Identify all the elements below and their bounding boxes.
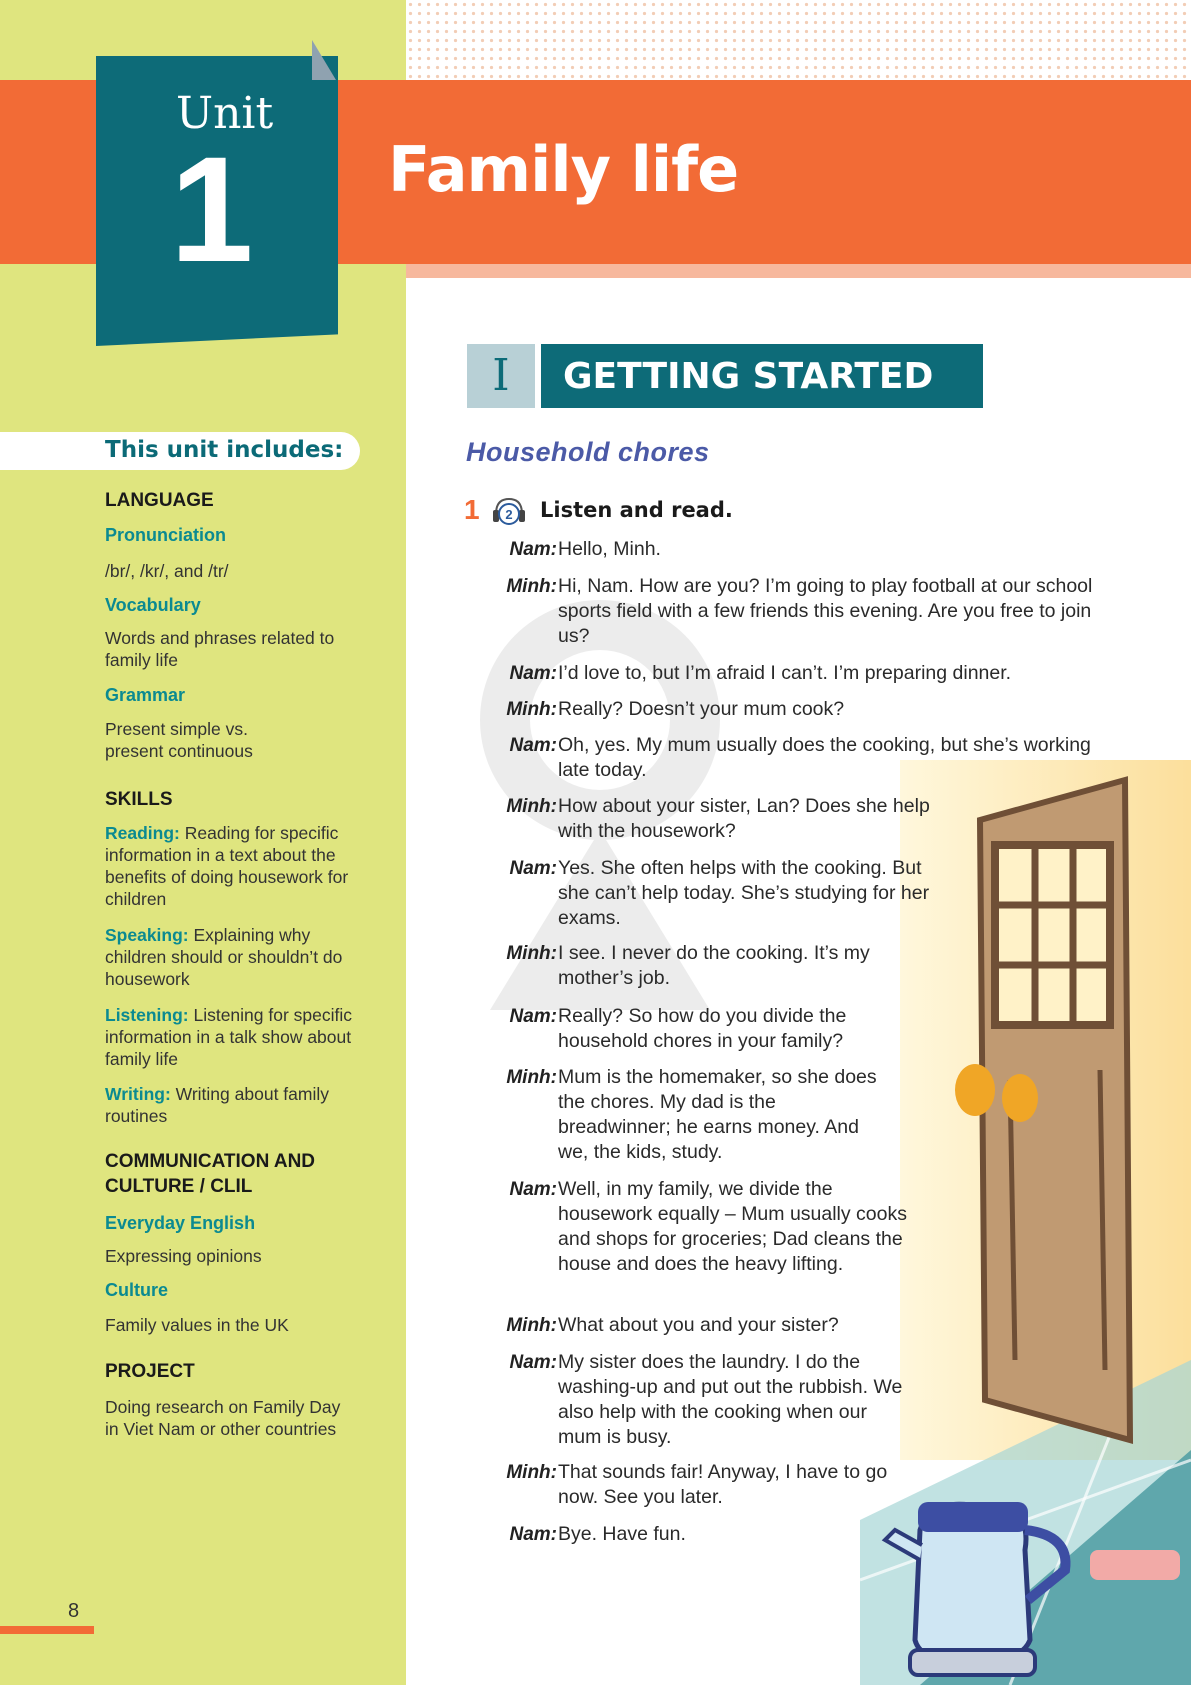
vocabulary-label: Vocabulary: [105, 595, 201, 615]
speaker: Minh:: [506, 1462, 557, 1483]
speaker: Minh:: [506, 1315, 557, 1336]
subheading: Household chores: [466, 437, 710, 467]
speaker: Nam:: [509, 858, 557, 879]
speaker: Minh:: [506, 576, 557, 597]
skill-listening: [105, 1004, 370, 1070]
banner-shadow: [406, 264, 1191, 278]
speaker: Minh:: [506, 796, 557, 817]
language-heading: LANGUAGE: [105, 490, 214, 511]
utterance: Hi, Nam. How are you? I’m going to play football at our school sports field with a few friends this evening. Are you free to join us?: [558, 575, 1093, 647]
writing-text: Writing about family routines: [105, 1084, 329, 1126]
audio-icon[interactable]: [490, 496, 528, 526]
speaker: Minh:: [506, 699, 557, 720]
speaker: Nam:: [509, 1006, 557, 1027]
speaking-text: Explaining why children should or shouldn’t do housework: [105, 925, 343, 989]
project-heading: PROJECT: [105, 1361, 195, 1382]
listening-label: Listening:: [105, 1005, 189, 1025]
utterance: Bye. Have fun.: [558, 1523, 686, 1545]
project-text: Doing research on Family Day in Viet Nam or other countries: [105, 1397, 341, 1439]
utterance: I see. I never do the cooking. It’s my mother’s job.: [558, 942, 870, 989]
pronunciation-text: /br/, /kr/, and /tr/: [105, 561, 229, 581]
speaker: Nam:: [509, 663, 557, 684]
speaker: Minh:: [506, 1067, 557, 1088]
grammar-label: Grammar: [105, 685, 186, 705]
dotted-pattern: [406, 0, 1191, 80]
speaking-label: Speaking:: [105, 925, 189, 945]
speaker: Nam:: [509, 1524, 557, 1545]
speaker: Minh:: [506, 943, 557, 964]
utterance: My sister does the laundry. I do the washing-up and put out the rubbish. We also help with the cooking when our mum is busy.: [558, 1351, 903, 1448]
listening-text: Listening for specific information in a talk show about family life: [105, 1005, 353, 1069]
utterance: I’d love to, but I’m afraid I can’t. I’m preparing dinner.: [558, 662, 1012, 684]
utterance: How about your sister, Lan? Does she help with the housework?: [558, 795, 930, 842]
utterance: Really? Doesn’t your mum cook?: [558, 698, 845, 720]
reading-label: Reading:: [105, 823, 180, 843]
unit-label: Unit: [176, 88, 274, 139]
everyday-english-label: Everyday English: [105, 1213, 256, 1233]
section-title: GETTING STARTED: [541, 344, 983, 408]
speaker: Nam:: [509, 1352, 557, 1373]
utterance: That sounds fair! Anyway, I have to go now. See you later.: [558, 1461, 888, 1508]
speaker: Nam:: [509, 1179, 557, 1200]
utterance: What about you and your sister?: [558, 1314, 839, 1336]
everyday-english-text: Expressing opinions: [105, 1246, 262, 1266]
speaker: Nam:: [509, 735, 557, 756]
skill-reading: [105, 822, 370, 910]
reading-text: Reading for specific information in a text about the benefits of doing housework for children: [105, 823, 349, 909]
skill-writing: [105, 1083, 375, 1127]
utterance: Yes. She often helps with the cooking. But she can’t help today. She’s studying for her exams.: [558, 857, 930, 929]
culture-text: Family values in the UK: [105, 1315, 289, 1335]
writing-label: Writing:: [105, 1084, 171, 1104]
skills-heading: SKILLS: [105, 789, 173, 810]
includes-heading: This unit includes:: [105, 437, 344, 463]
skill-speaking: [105, 924, 370, 990]
utterance: Hello, Minh.: [558, 538, 661, 560]
page-number-bar: [0, 1626, 94, 1634]
utterance: Mum is the homemaker, so she does the chores. My dad is the breadwinner; he earns money. And we, the kids, study.: [558, 1066, 877, 1163]
utterance: Oh, yes. My mum usually does the cooking, but she’s working late today.: [558, 734, 1091, 781]
page-number: 8: [68, 1600, 80, 1622]
exercise-instruction: Listen and read.: [540, 498, 733, 522]
grammar-text: Present simple vs. present continuous: [105, 719, 253, 761]
audio-track-number: 2: [505, 507, 513, 522]
speaker: Nam:: [509, 539, 557, 560]
communication-heading: COMMUNICATION AND CULTURE / CLIL: [105, 1151, 316, 1197]
section-numeral: I: [467, 344, 535, 408]
utterance: Really? So how do you divide the household chores in your family?: [558, 1005, 847, 1052]
culture-label: Culture: [105, 1280, 168, 1300]
exercise-number: 1: [464, 494, 480, 525]
unit-number: 1: [170, 125, 254, 293]
unit-title: Family life: [388, 133, 739, 206]
utterance: Well, in my family, we divide the housework equally – Mum usually cooks and shops for groceries; Dad cleans the house and does the heavy lifting.: [558, 1178, 908, 1275]
vocabulary-text: Words and phrases related to family life: [105, 628, 335, 670]
unit-badge-fold: [312, 40, 336, 80]
pronunciation-label: Pronunciation: [105, 525, 226, 545]
